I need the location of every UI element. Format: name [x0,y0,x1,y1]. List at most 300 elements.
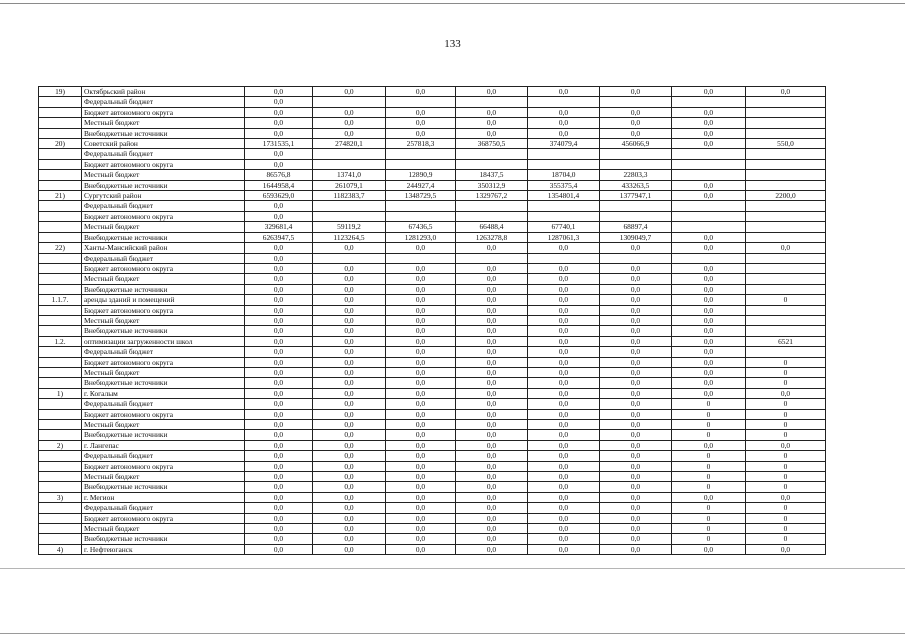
value-cell [746,118,826,128]
row-number [39,159,82,169]
row-number [39,107,82,117]
value-cell: 0,0 [245,513,313,523]
value-cell: 550,0 [746,139,826,149]
row-number [39,534,82,544]
value-cell: 0,0 [600,440,672,450]
value-cell: 0,0 [528,87,600,97]
value-cell: 0,0 [386,315,456,325]
value-cell: 0,0 [528,305,600,315]
value-cell [456,201,528,211]
value-cell: 0,0 [386,284,456,294]
value-cell [746,159,826,169]
value-cell: 0,0 [313,409,386,419]
value-cell: 0,0 [313,326,386,336]
table-row [39,180,826,190]
value-cell: 22803,3 [600,170,672,180]
value-cell: 0,0 [528,243,600,253]
value-cell: 0,0 [528,430,600,440]
value-cell: 0,0 [245,315,313,325]
value-cell: 0,0 [313,263,386,273]
row-number [39,305,82,315]
value-cell [746,222,826,232]
value-cell: 0,0 [313,128,386,138]
row-name: Федеральный бюджет [82,97,245,107]
table-row [39,388,826,398]
row-number [39,180,82,190]
value-cell: 0,0 [313,524,386,534]
value-cell: 0,0 [313,315,386,325]
table-row [39,201,826,211]
row-name: Федеральный бюджет [82,253,245,263]
value-cell: 0,0 [386,534,456,544]
value-cell: 0,0 [386,461,456,471]
value-cell: 0,0 [456,305,528,315]
row-name: Федеральный бюджет [82,399,245,409]
value-cell [746,274,826,284]
row-name: Местный бюджет [82,472,245,482]
table-row [39,232,826,242]
value-cell: 0,0 [528,482,600,492]
value-cell: 0,0 [245,274,313,284]
value-cell: 0,0 [600,430,672,440]
value-cell: 1329767,2 [456,191,528,201]
value-cell: 0,0 [386,274,456,284]
table-row [39,513,826,523]
value-cell [746,305,826,315]
value-cell: 0,0 [386,513,456,523]
table-row [39,253,826,263]
value-cell: 368750,5 [456,139,528,149]
value-cell: 0,0 [245,503,313,513]
value-cell: 0,0 [456,347,528,357]
budget-table [38,86,826,555]
value-cell: 0,0 [528,524,600,534]
value-cell: 0 [746,409,826,419]
value-cell [313,253,386,263]
value-cell [456,253,528,263]
value-cell: 0,0 [313,420,386,430]
value-cell: 0,0 [245,388,313,398]
value-cell: 0,0 [600,513,672,523]
value-cell: 0 [746,451,826,461]
row-name: Бюджет автономного округа [82,159,245,169]
row-number [39,274,82,284]
row-name: Местный бюджет [82,420,245,430]
value-cell: 1281293,0 [386,232,456,242]
value-cell: 59119,2 [313,222,386,232]
value-cell: 0,0 [386,440,456,450]
row-number [39,222,82,232]
value-cell: 0,0 [600,420,672,430]
table-row [39,170,826,180]
value-cell: 0,0 [672,357,746,367]
value-cell: 0,0 [672,367,746,377]
value-cell: 0,0 [386,503,456,513]
table-row [39,107,826,117]
value-cell: 0,0 [672,492,746,502]
budget-table-body [39,87,826,555]
value-cell: 0 [746,378,826,388]
value-cell: 0,0 [456,326,528,336]
row-name: Местный бюджет [82,222,245,232]
value-cell: 0,0 [386,347,456,357]
table-row [39,420,826,430]
value-cell: 67740,1 [528,222,600,232]
value-cell: 0,0 [456,263,528,273]
value-cell: 0 [746,534,826,544]
value-cell: 0,0 [313,440,386,450]
value-cell [746,97,826,107]
table-row [39,159,826,169]
value-cell: 0,0 [672,326,746,336]
value-cell: 0,0 [528,388,600,398]
row-number [39,315,82,325]
value-cell: 0,0 [528,357,600,367]
value-cell: 244927,4 [386,180,456,190]
value-cell: 0,0 [456,409,528,419]
value-cell: 0,0 [672,107,746,117]
row-number [39,170,82,180]
value-cell: 0,0 [313,118,386,128]
value-cell: 0,0 [456,461,528,471]
value-cell [456,159,528,169]
row-name: Федеральный бюджет [82,347,245,357]
row-number [39,524,82,534]
row-number [39,378,82,388]
value-cell: 0,0 [313,295,386,305]
table-row [39,243,826,253]
row-number [39,461,82,471]
value-cell: 0,0 [456,524,528,534]
scan-border-bottom [0,633,905,634]
value-cell: 0,0 [456,388,528,398]
value-cell: 0,0 [528,492,600,502]
value-cell: 0,0 [456,492,528,502]
value-cell: 0,0 [528,440,600,450]
value-cell: 86576,8 [245,170,313,180]
value-cell: 0,0 [528,472,600,482]
value-cell: 0,0 [600,503,672,513]
value-cell: 0 [746,399,826,409]
table-row [39,128,826,138]
value-cell: 355375,4 [528,180,600,190]
value-cell: 0,0 [456,107,528,117]
value-cell: 0,0 [600,451,672,461]
value-cell: 0,0 [672,180,746,190]
value-cell: 0,0 [313,461,386,471]
value-cell: 1263278,8 [456,232,528,242]
value-cell: 0,0 [386,243,456,253]
value-cell: 274820,1 [313,139,386,149]
value-cell: 0,0 [313,544,386,554]
value-cell [746,170,826,180]
row-number [39,409,82,419]
value-cell: 0,0 [313,492,386,502]
value-cell: 0,0 [245,201,313,211]
value-cell: 0,0 [245,87,313,97]
value-cell: 0,0 [245,118,313,128]
value-cell: 0,0 [313,451,386,461]
value-cell: 0,0 [672,191,746,201]
row-number [39,211,82,221]
table-row [39,357,826,367]
value-cell: 0,0 [245,492,313,502]
value-cell: 1123264,5 [313,232,386,242]
value-cell: 0,0 [746,544,826,554]
value-cell: 0,0 [245,420,313,430]
table-row [39,274,826,284]
table-row [39,409,826,419]
value-cell: 0 [672,472,746,482]
value-cell: 0,0 [528,315,600,325]
value-cell: 0,0 [245,128,313,138]
value-cell: 0,0 [456,378,528,388]
value-cell [456,211,528,221]
row-number [39,399,82,409]
value-cell: 0,0 [600,482,672,492]
value-cell: 0,0 [528,274,600,284]
value-cell: 13741,0 [313,170,386,180]
value-cell: 0,0 [746,388,826,398]
value-cell: 0,0 [456,357,528,367]
row-name: Внебюджетные источники [82,482,245,492]
table-row [39,482,826,492]
value-cell: 0,0 [456,472,528,482]
row-number: 4) [39,544,82,554]
table-row [39,315,826,325]
value-cell: 1354801,4 [528,191,600,201]
value-cell: 0,0 [386,118,456,128]
table-row [39,139,826,149]
table-row [39,97,826,107]
value-cell: 0,0 [600,357,672,367]
table-row [39,222,826,232]
value-cell: 0,0 [245,430,313,440]
row-number [39,201,82,211]
value-cell [528,159,600,169]
page-number: 133 [444,38,461,50]
value-cell: 0,0 [456,534,528,544]
value-cell: 0,0 [600,274,672,284]
value-cell: 1377947,1 [600,191,672,201]
row-number [39,451,82,461]
value-cell: 0,0 [600,367,672,377]
table-row [39,524,826,534]
value-cell [672,149,746,159]
value-cell [746,347,826,357]
row-name: Советский район [82,139,245,149]
value-cell: 0 [746,367,826,377]
value-cell: 0,0 [245,211,313,221]
value-cell: 0 [746,503,826,513]
value-cell [746,263,826,273]
value-cell: 0,0 [245,284,313,294]
row-number: 3) [39,492,82,502]
value-cell: 0,0 [672,284,746,294]
value-cell [600,159,672,169]
value-cell [528,149,600,159]
row-name: г. Когалым [82,388,245,398]
value-cell: 0 [746,461,826,471]
value-cell: 0,0 [600,315,672,325]
value-cell: 261079,1 [313,180,386,190]
table-row [39,440,826,450]
value-cell: 0,0 [245,97,313,107]
row-number [39,367,82,377]
value-cell: 0,0 [456,284,528,294]
value-cell: 0,0 [456,482,528,492]
value-cell: 0,0 [672,315,746,325]
value-cell [746,315,826,325]
value-cell: 0,0 [386,420,456,430]
row-number [39,430,82,440]
row-name: Бюджет автономного округа [82,107,245,117]
value-cell: 0,0 [600,461,672,471]
value-cell: 0,0 [672,87,746,97]
table-row [39,430,826,440]
row-name: Федеральный бюджет [82,451,245,461]
value-cell: 0,0 [386,367,456,377]
value-cell: 18704,0 [528,170,600,180]
value-cell: 0,0 [245,107,313,117]
value-cell: 0 [746,430,826,440]
value-cell: 0,0 [672,347,746,357]
value-cell: 0,0 [245,367,313,377]
value-cell: 1309049,7 [600,232,672,242]
value-cell [313,211,386,221]
value-cell [386,149,456,159]
row-number [39,326,82,336]
row-name: Бюджет автономного округа [82,263,245,273]
value-cell [746,211,826,221]
row-name: Бюджет автономного округа [82,305,245,315]
value-cell: 0,0 [245,524,313,534]
value-cell: 0,0 [313,357,386,367]
value-cell: 0,0 [386,430,456,440]
table-row [39,149,826,159]
value-cell: 0 [672,503,746,513]
table-row [39,87,826,97]
value-cell: 0,0 [313,274,386,284]
value-cell: 456066,9 [600,139,672,149]
value-cell: 0,0 [456,451,528,461]
value-cell: 0,0 [245,378,313,388]
value-cell: 0,0 [456,243,528,253]
value-cell: 0,0 [672,440,746,450]
value-cell [456,97,528,107]
value-cell [313,159,386,169]
value-cell [672,170,746,180]
value-cell [528,253,600,263]
table-row [39,305,826,315]
value-cell [672,222,746,232]
table-row [39,378,826,388]
value-cell: 12890,9 [386,170,456,180]
row-number [39,420,82,430]
value-cell: 1644958,4 [245,180,313,190]
value-cell: 0,0 [600,87,672,97]
value-cell: 0 [746,524,826,534]
value-cell: 0,0 [313,336,386,346]
value-cell: 0,0 [672,388,746,398]
value-cell: 0,0 [672,378,746,388]
row-name: Бюджет автономного округа [82,211,245,221]
row-name: Сургутский район [82,191,245,201]
value-cell: 0,0 [313,430,386,440]
value-cell: 0,0 [313,347,386,357]
value-cell: 0,0 [672,232,746,242]
value-cell: 0,0 [245,409,313,419]
value-cell: 0,0 [600,305,672,315]
value-cell: 0,0 [600,243,672,253]
value-cell: 0,0 [245,472,313,482]
value-cell: 0,0 [245,482,313,492]
value-cell: 0,0 [456,87,528,97]
value-cell: 0,0 [245,326,313,336]
value-cell: 0,0 [600,472,672,482]
row-number [39,482,82,492]
value-cell: 0,0 [313,367,386,377]
value-cell: 0,0 [528,118,600,128]
value-cell: 0,0 [528,451,600,461]
row-number [39,253,82,263]
value-cell: 0,0 [386,87,456,97]
value-cell: 0 [672,399,746,409]
value-cell: 0 [746,513,826,523]
row-name: Федеральный бюджет [82,201,245,211]
value-cell: 0,0 [456,440,528,450]
value-cell [386,97,456,107]
table-row [39,544,826,554]
value-cell: 0,0 [528,409,600,419]
scan-border-top [0,3,905,4]
row-number: 21) [39,191,82,201]
row-number [39,472,82,482]
table-row [39,284,826,294]
value-cell [600,201,672,211]
value-cell [313,201,386,211]
value-cell: 0 [746,482,826,492]
value-cell: 0,0 [386,451,456,461]
value-cell: 0,0 [528,420,600,430]
value-cell: 2200,0 [746,191,826,201]
value-cell: 0 [746,472,826,482]
value-cell: 1348729,5 [386,191,456,201]
value-cell: 329681,4 [245,222,313,232]
value-cell: 0,0 [386,524,456,534]
value-cell: 0,0 [672,544,746,554]
value-cell: 0,0 [600,544,672,554]
value-cell: 0,0 [313,378,386,388]
value-cell: 0,0 [386,409,456,419]
value-cell: 0,0 [746,440,826,450]
table-row [39,211,826,221]
row-number [39,149,82,159]
row-number [39,284,82,294]
value-cell: 0,0 [386,378,456,388]
value-cell: 0,0 [386,305,456,315]
value-cell [386,201,456,211]
value-cell: 0,0 [386,357,456,367]
value-cell: 0,0 [600,128,672,138]
row-number [39,97,82,107]
value-cell: 1287061,3 [528,232,600,242]
value-cell: 257818,3 [386,139,456,149]
value-cell: 0,0 [386,128,456,138]
table-row [39,347,826,357]
value-cell [600,97,672,107]
value-cell: 0,0 [313,399,386,409]
